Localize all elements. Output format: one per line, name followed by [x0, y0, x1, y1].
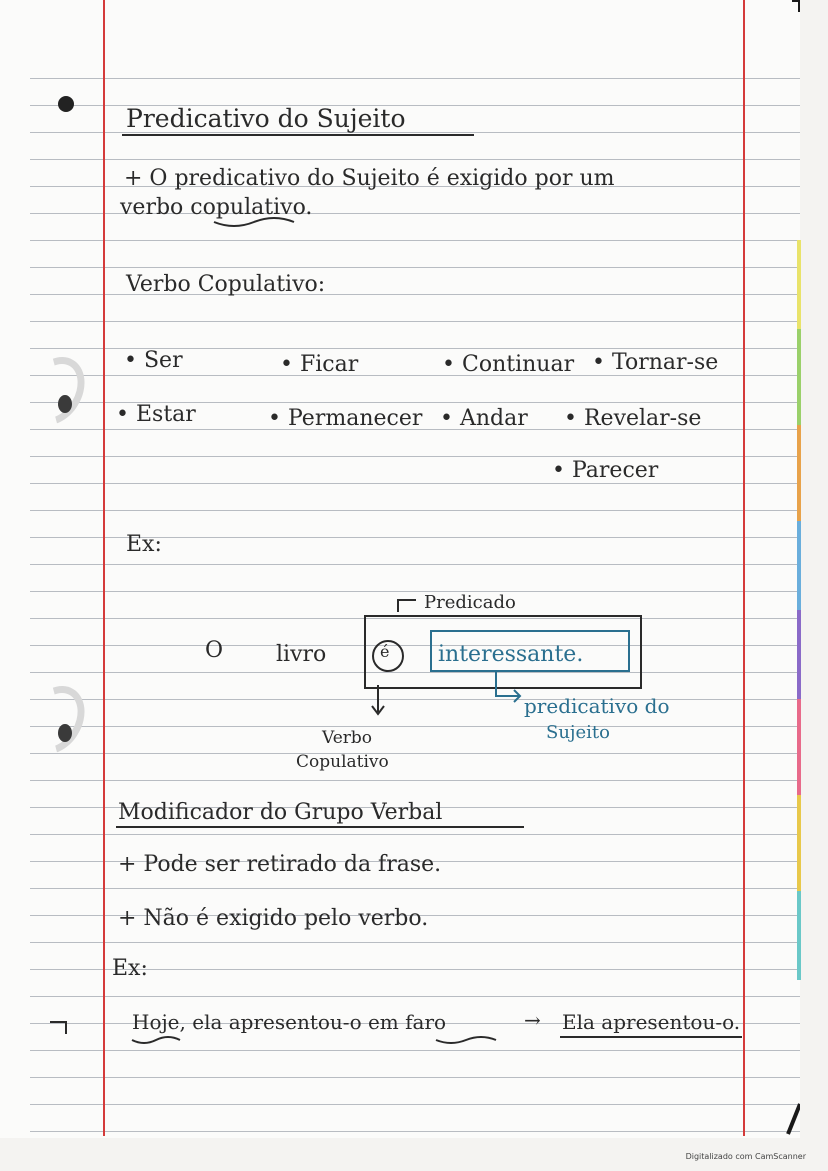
verb-item: • Andar — [440, 406, 528, 431]
arrow-to-predicativo — [496, 670, 520, 702]
arrow-to-verbo — [372, 685, 384, 714]
intro-line-2: verbo copulativo. — [120, 195, 313, 220]
verb-item: • Permanecer — [268, 406, 423, 431]
verb-item: • Ficar — [280, 352, 359, 377]
wavy-underline — [214, 218, 294, 226]
verbo-annotation-1: Verbo — [322, 728, 373, 748]
example-predicativo: interessante. — [438, 642, 584, 667]
wavy-underline — [436, 1037, 496, 1043]
example-verb: é — [380, 642, 390, 661]
bullet-point: + Pode ser retirado da frase. — [118, 852, 442, 877]
corner-mark — [792, 0, 800, 12]
verb-item: • Tornar-se — [592, 350, 719, 375]
wavy-underline — [132, 1037, 180, 1043]
example-label: Ex: — [112, 956, 148, 981]
corner-mark — [788, 1104, 800, 1134]
predicado-label: Predicado — [424, 592, 516, 613]
bullet-point: + Não é exigido pelo verbo. — [118, 906, 429, 931]
example-word: livro — [276, 642, 327, 667]
intro-line-1: + O predicativo do Sujeito é exigido por um — [124, 166, 615, 191]
verb-item: • Revelar-se — [564, 406, 702, 431]
verb-item: • Ser — [124, 348, 183, 373]
example-word: O — [205, 638, 224, 663]
verbo-copulativo-label: Verbo Copulativo: — [126, 272, 326, 297]
example-sentence: Hoje, ela apresentou-o em faro — [132, 1010, 447, 1034]
verb-item: • Parecer — [552, 458, 659, 483]
verbo-annotation-2: Copulativo — [296, 752, 389, 772]
arrow-icon: → — [524, 1008, 541, 1032]
predicativo-annotation-2: Sujeito — [546, 722, 610, 743]
scanner-watermark: Digitalizado com CamScanner — [685, 1152, 806, 1161]
example-result: Ela apresentou-o. — [562, 1010, 741, 1034]
predicativo-annotation-1: predicativo do — [524, 694, 670, 718]
arrow-to-predicado — [398, 600, 416, 612]
verb-item: • Estar — [116, 402, 196, 427]
example-label: Ex: — [126, 532, 162, 557]
section-title: Modificador do Grupo Verbal — [118, 800, 443, 825]
verb-item: • Continuar — [442, 352, 575, 377]
corner-mark — [50, 1022, 66, 1034]
page-title: Predicativo do Sujeito — [126, 104, 406, 133]
